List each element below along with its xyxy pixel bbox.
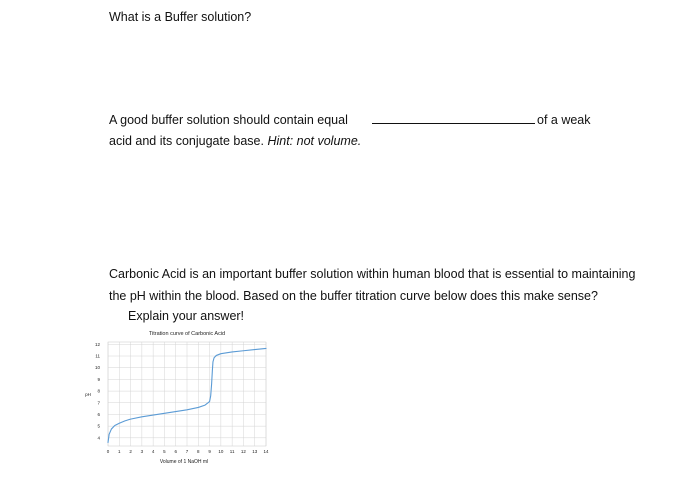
- question-buffer-contain-text: A good buffer solution should contain equal: [109, 113, 348, 127]
- chart-x-tick-label: 14: [263, 449, 269, 454]
- titration-curve-chart: [80, 326, 280, 476]
- question-carbonic-acid-line1: Carbonic Acid is an important buffer solution within human blood that is essential to maintaining: [109, 267, 636, 281]
- chart-y-tick-label: 8: [97, 388, 100, 394]
- chart-x-tick-label: 0: [106, 449, 110, 454]
- chart-y-tick-label: 10: [94, 365, 100, 371]
- chart-x-tick-label: 6: [174, 449, 177, 454]
- chart-y-tick-label: 11: [95, 353, 100, 359]
- answer-blank-line[interactable]: [372, 123, 535, 124]
- chart-x-tick-label: 3: [140, 449, 144, 454]
- hint-text: Hint: not volume.: [267, 134, 362, 148]
- chart-x-tick-label: 13: [252, 449, 258, 454]
- chart-y-axis-label: pH: [85, 392, 91, 397]
- chart-y-tick-label: 4: [97, 435, 100, 441]
- chart-y-tick-label: 12: [94, 341, 100, 347]
- question-buffer-conjugate-text: acid and its conjugate base.: [109, 134, 264, 148]
- chart-x-tick-label: 7: [185, 449, 189, 454]
- chart-x-tick-label: 10: [218, 449, 224, 454]
- question-buffer-second-line: [109, 133, 361, 149]
- chart-x-tick-label: 9: [208, 449, 211, 454]
- chart-y-tick-label: 7: [97, 400, 100, 406]
- chart-title: Titration curve of Carbonic Acid: [148, 331, 226, 337]
- chart-x-tick-label: 12: [240, 449, 246, 454]
- chart-x-tick-label: 11: [229, 449, 235, 454]
- chart-x-tick-label: 8: [197, 449, 200, 454]
- question-carbonic-acid-line2: the pH within the blood. Based on the buffer titration curve below does this make sense?: [109, 289, 598, 303]
- chart-y-tick-label: 5: [97, 423, 100, 429]
- question-buffer-contain-text-end: of a weak: [537, 113, 591, 127]
- chart-x-axis-label: Volume of 1 NaOH ml: [159, 459, 209, 465]
- chart-x-tick-label: 2: [129, 449, 132, 454]
- chart-x-tick-label: 4: [151, 449, 155, 454]
- chart-x-tick-label: 1: [118, 449, 121, 454]
- chart-y-tick-label: 6: [97, 411, 100, 417]
- chart-x-tick-label: 5: [163, 449, 166, 454]
- chart-y-tick-label: 9: [97, 376, 100, 382]
- question-carbonic-acid-line3: Explain your answer!: [128, 309, 245, 323]
- question-what-is-buffer: What is a Buffer solution?: [109, 10, 252, 24]
